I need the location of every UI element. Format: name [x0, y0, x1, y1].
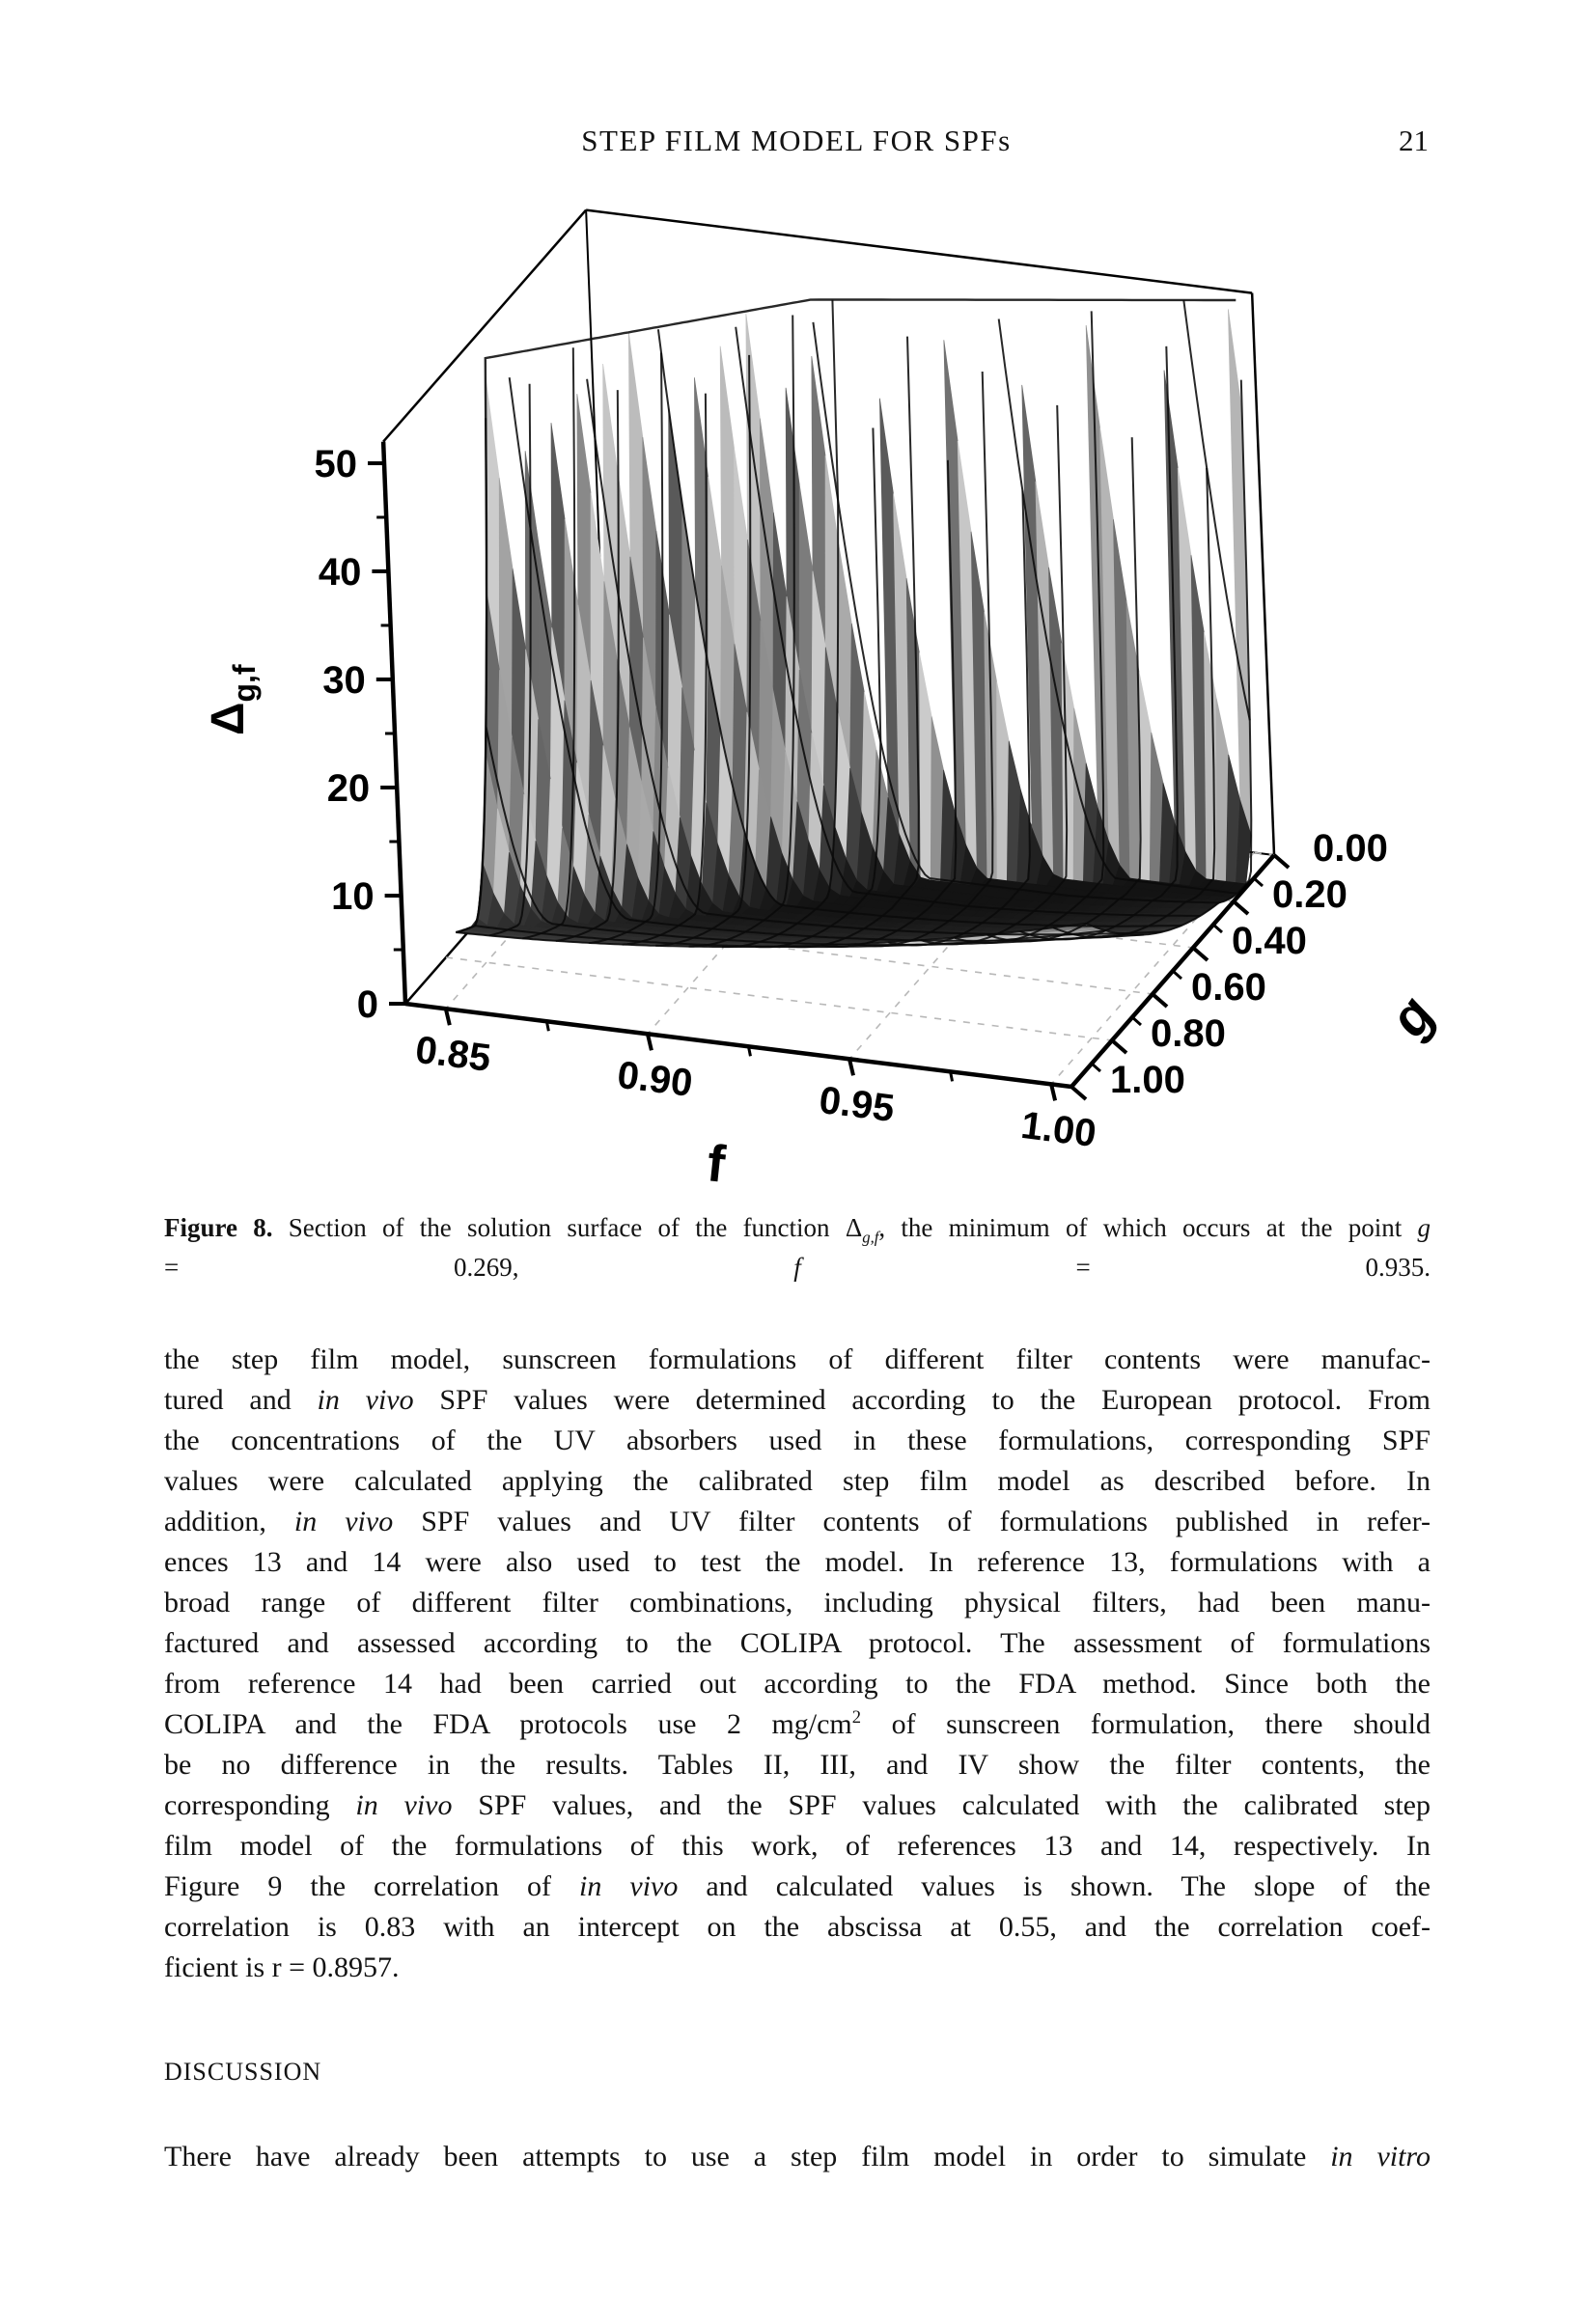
text-line: factured and assessed according to the COLIPA protocol. The assessment of formulations [164, 1627, 1431, 1659]
svg-text:10: 10 [331, 875, 375, 918]
text-line: correlation is 0.83 with an intercept on the abscissa at 0.55, and the correlation coef- [164, 1911, 1431, 1943]
text-line: the concentrations of the UV absorbers used in these formulations, corresponding SPF [164, 1425, 1431, 1456]
text-line: the step film model, sunscreen formulations of different filter contents were manufac- [164, 1343, 1431, 1375]
text-line: = 0.269, f = 0.935. [164, 1253, 1431, 1282]
svg-text:1.00: 1.00 [1018, 1103, 1098, 1156]
svg-text:0.40: 0.40 [1232, 920, 1307, 962]
svg-text:50: 50 [314, 443, 357, 485]
page-number: 21 [1399, 124, 1429, 157]
svg-text:20: 20 [326, 767, 371, 810]
text-line: film model of the formulations of this work, of references 13 and 14, respectively. In [164, 1830, 1431, 1862]
g-axis-label: g [1376, 984, 1446, 1047]
discussion-paragraph [164, 2137, 1431, 2177]
text-line: COLIPA and the FDA protocols use 2 $mg/cm^2$ of sunscreen formulation, there should [164, 1707, 1431, 1740]
svg-text:0.90: 0.90 [615, 1053, 695, 1105]
f-axis-label: f [704, 1134, 728, 1194]
svg-text:0.20: 0.20 [1272, 873, 1348, 916]
text-line: ences 13 and 14 were also used to test the model. In reference 13, formulations with a [164, 1546, 1431, 1578]
discussion-section-heading: DISCUSSION [164, 2058, 322, 2086]
text-line: ficient is r = 0.8957. [164, 1951, 400, 1983]
text-line: be no difference in the results. Tables II, III, and IV show the filter contents, the [164, 1749, 1431, 1781]
text-line: tured and in vivo SPF values were determined according to the European protocol. From [164, 1384, 1431, 1416]
svg-text:30: 30 [322, 659, 366, 702]
figure-8-surface-plot [135, 145, 1487, 1226]
text-line: broad range of different filter combinations, including physical filters, had been manu- [164, 1587, 1431, 1618]
svg-text:40: 40 [318, 551, 362, 594]
z-axis-label: $\Delta_{g,f}$ [203, 664, 262, 735]
svg-text:0.85: 0.85 [413, 1028, 493, 1080]
svg-text:0: 0 [356, 983, 378, 1026]
text-line: Figure 9 the correlation of in vivo and calculated values is shown. The slope of the [164, 1870, 1431, 1902]
text-line: addition, in vivo SPF values and UV filter contents of formulations published in refer- [164, 1506, 1431, 1537]
svg-text:0.60: 0.60 [1191, 966, 1266, 1009]
text-line: from reference 14 had been carried out according to the FDA method. Since both the [164, 1668, 1431, 1700]
text-line: corresponding in vivo SPF values, and the SPF values calculated with the calibrated step [164, 1789, 1431, 1821]
svg-text:0.95: 0.95 [817, 1078, 897, 1131]
running-head-title: STEP FILM MODEL FOR SPFs [581, 124, 1012, 157]
svg-text:1.00: 1.00 [1110, 1059, 1185, 1101]
text-line: There have already been attempts to use a step film model in order to simulate in vitro [164, 2141, 1431, 2172]
body-paragraph [164, 1340, 1431, 1988]
text-line: Figure 8. Section of the solution surface of the function $\Delta_{g,f}$, the minimum of which occurs at the point g [164, 1213, 1431, 1247]
axis-labels [203, 664, 262, 735]
text-line: values were calculated applying the calibrated step film model as described before. In [164, 1465, 1431, 1497]
figure-8-caption [164, 1208, 1431, 1287]
svg-text:0.00: 0.00 [1313, 827, 1388, 870]
surface-plot-svg [135, 145, 1487, 1226]
svg-text:0.80: 0.80 [1151, 1012, 1226, 1055]
